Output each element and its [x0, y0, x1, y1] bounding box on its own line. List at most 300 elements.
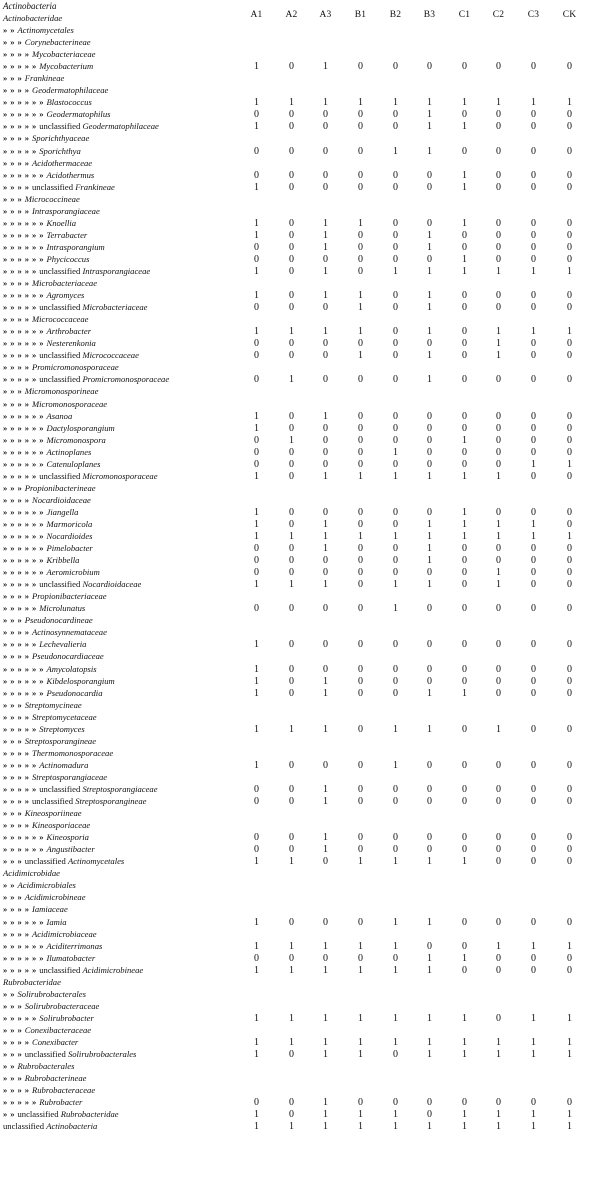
- presence-cell: 0: [496, 217, 501, 229]
- presence-cell: 1: [254, 1121, 259, 1133]
- presence-cell: 1: [462, 217, 467, 229]
- presence-cell: 1: [393, 446, 398, 458]
- indent-marker: » » » » » »: [3, 446, 47, 457]
- indent-marker: » » » »: [3, 651, 32, 662]
- presence-cell: 0: [462, 422, 467, 434]
- indent-marker: » » »: [3, 808, 25, 819]
- table-row: [0, 253, 607, 265]
- taxon-name: Acidimicrobidae: [3, 868, 60, 879]
- taxon-name: Rubrobacteraceae: [31, 1085, 96, 1096]
- unclassified-prefix: unclassified: [31, 181, 76, 192]
- table-row: [0, 747, 607, 759]
- presence-cell: 0: [323, 121, 328, 133]
- presence-cell: 0: [427, 338, 432, 350]
- presence-cell: 0: [393, 338, 398, 350]
- presence-cell: 1: [254, 121, 259, 133]
- taxon-name: Frankineae: [75, 181, 115, 192]
- presence-cell: 1: [358, 940, 363, 952]
- taxon-cell: [3, 72, 64, 84]
- taxon-cell: [3, 1084, 95, 1096]
- presence-cell: 0: [427, 61, 432, 73]
- presence-cell: 0: [567, 856, 572, 868]
- taxon-name: Ilumatobacter: [46, 952, 96, 963]
- presence-cell: 0: [323, 759, 328, 771]
- presence-cell: 0: [462, 964, 467, 976]
- presence-cell: 0: [567, 844, 572, 856]
- presence-cell: 0: [496, 796, 501, 808]
- presence-cell: 0: [358, 241, 363, 253]
- presence-cell: 0: [323, 567, 328, 579]
- indent-marker: » » » » » »: [3, 940, 47, 951]
- presence-cell: 1: [393, 1109, 398, 1121]
- taxon-cell: [3, 747, 113, 759]
- taxon-name: Promicromonosporaceae: [31, 362, 119, 373]
- presence-cell: 0: [289, 675, 294, 687]
- presence-cell: 0: [358, 759, 363, 771]
- taxon-name: Streptosporangiaceae: [31, 771, 108, 782]
- presence-cell: 1: [427, 531, 432, 543]
- table-row: [0, 530, 607, 542]
- presence-cell: 1: [462, 434, 467, 446]
- presence-cell: 0: [358, 675, 363, 687]
- table-row: [0, 1060, 607, 1072]
- presence-cell: 0: [567, 121, 572, 133]
- presence-cell: 0: [427, 410, 432, 422]
- presence-cell: 0: [462, 675, 467, 687]
- presence-cell: 1: [496, 338, 501, 350]
- presence-cell: 0: [567, 169, 572, 181]
- presence-cell: 0: [427, 506, 432, 518]
- presence-cell: 0: [462, 567, 467, 579]
- presence-cell: 0: [323, 446, 328, 458]
- table-row: [0, 289, 607, 301]
- taxon-name: Nocardioidaceae: [31, 494, 91, 505]
- indent-marker: » » » »: [3, 591, 32, 602]
- table-row: [0, 626, 607, 638]
- presence-cell: 1: [254, 531, 259, 543]
- presence-cell: 1: [254, 675, 259, 687]
- taxon-name: Microbacteriaceae: [31, 278, 98, 289]
- table-row: [0, 1072, 607, 1084]
- presence-cell: 0: [289, 458, 294, 470]
- table-row: [0, 518, 607, 530]
- presence-cell: 0: [567, 446, 572, 458]
- indent-marker: » » » »: [3, 49, 32, 60]
- taxon-cell: [3, 554, 79, 566]
- presence-cell: 1: [254, 506, 259, 518]
- presence-cell: 0: [531, 663, 536, 675]
- taxon-name: Aciditerrimonas: [46, 940, 103, 951]
- presence-cell: 1: [323, 675, 328, 687]
- presence-cell: 1: [323, 518, 328, 530]
- presence-cell: 0: [358, 434, 363, 446]
- table-row: [0, 638, 607, 650]
- taxon-name: Nesterenkonia: [46, 338, 96, 349]
- indent-marker: » » » » »: [3, 1012, 40, 1023]
- taxon-name: Dactylosporangium: [46, 422, 115, 433]
- indent-marker: » » » » » »: [3, 326, 47, 337]
- indent-marker: » » » » » »: [3, 555, 47, 566]
- presence-cell: 0: [462, 796, 467, 808]
- presence-cell: 0: [358, 109, 363, 121]
- presence-cell: 1: [323, 543, 328, 555]
- taxon-name: Kineosporiaceae: [31, 820, 91, 831]
- taxon-cell: [3, 855, 124, 867]
- presence-cell: 0: [393, 518, 398, 530]
- presence-cell: 0: [358, 374, 363, 386]
- taxon-name: Rubrobacteridae: [3, 976, 61, 987]
- presence-cell: 1: [393, 1036, 398, 1048]
- presence-cell: 0: [358, 663, 363, 675]
- presence-cell: 0: [427, 253, 432, 265]
- presence-cell: 0: [462, 844, 467, 856]
- presence-cell: 1: [254, 639, 259, 651]
- taxon-cell: [3, 446, 91, 458]
- taxon-cell: [3, 349, 139, 361]
- unclassified-prefix: unclassified: [39, 374, 83, 385]
- indent-marker: » » » »: [3, 362, 32, 373]
- presence-cell: 0: [393, 253, 398, 265]
- presence-cell: 1: [567, 1012, 572, 1024]
- presence-cell: 0: [531, 181, 536, 193]
- presence-cell: 0: [254, 1097, 259, 1109]
- presence-cell: 0: [289, 338, 294, 350]
- presence-cell: 1: [323, 97, 328, 109]
- unclassified-prefix: unclassified: [39, 350, 83, 361]
- presence-cell: 0: [254, 603, 259, 615]
- presence-cell: 0: [567, 832, 572, 844]
- indent-marker: » »: [3, 1109, 18, 1120]
- presence-cell: 0: [289, 518, 294, 530]
- presence-cell: 0: [254, 253, 259, 265]
- taxon-cell: [3, 120, 159, 132]
- presence-cell: 0: [323, 952, 328, 964]
- indent-marker: » » »: [3, 892, 25, 903]
- table-row: [0, 349, 607, 361]
- taxon-name: Microbacteriaceae: [82, 302, 148, 313]
- indent-marker: » »: [3, 25, 18, 36]
- presence-cell: 1: [427, 470, 432, 482]
- table-row: [0, 205, 607, 217]
- presence-cell: 1: [531, 1109, 536, 1121]
- presence-cell: 0: [496, 832, 501, 844]
- indent-marker: » » » »: [3, 85, 32, 96]
- presence-cell: 0: [531, 217, 536, 229]
- presence-cell: 1: [427, 229, 432, 241]
- presence-cell: 0: [531, 169, 536, 181]
- taxon-cell: [3, 928, 97, 940]
- root-taxon-label: Actinobacteria: [3, 1, 57, 11]
- presence-cell: 0: [323, 856, 328, 868]
- indent-marker: » » » »: [3, 904, 32, 915]
- presence-cell: 0: [496, 639, 501, 651]
- column-header: B2: [389, 10, 402, 20]
- presence-cell: 0: [462, 446, 467, 458]
- presence-cell: 0: [254, 241, 259, 253]
- taxon-cell: [3, 976, 61, 988]
- taxon-cell: [3, 602, 85, 614]
- indent-marker: » » » » »: [3, 784, 40, 794]
- presence-cell: 0: [358, 446, 363, 458]
- taxon-cell: [3, 964, 143, 976]
- presence-cell: 0: [567, 302, 572, 314]
- presence-cell: 0: [531, 723, 536, 735]
- presence-cell: 0: [393, 663, 398, 675]
- presence-cell: 0: [496, 374, 501, 386]
- table-row: [0, 807, 607, 819]
- presence-cell: 0: [358, 1097, 363, 1109]
- taxon-cell: [3, 735, 96, 747]
- presence-cell: 0: [358, 567, 363, 579]
- taxon-cell: [3, 687, 103, 699]
- presence-cell: 0: [358, 603, 363, 615]
- taxon-cell: [3, 434, 106, 446]
- taxon-cell: [3, 48, 95, 60]
- taxon-cell: [3, 373, 169, 385]
- taxon-name: Geodermatophilaceae: [82, 121, 159, 132]
- presence-cell: 0: [254, 446, 259, 458]
- taxon-cell: [3, 205, 100, 217]
- presence-cell: 1: [254, 663, 259, 675]
- unclassified-prefix: unclassified: [39, 265, 83, 276]
- table-row: [0, 614, 607, 626]
- presence-cell: 0: [462, 784, 467, 795]
- presence-cell: 0: [289, 350, 294, 362]
- taxon-name: Micromonospora: [46, 434, 106, 445]
- taxon-name: Streptosporangiaceae: [82, 784, 158, 794]
- presence-cell: 0: [567, 784, 572, 795]
- taxon-name: Thermomonosporaceae: [31, 747, 114, 758]
- presence-cell: 1: [531, 97, 536, 109]
- presence-cell: 0: [358, 121, 363, 133]
- presence-cell: 0: [496, 121, 501, 133]
- taxon-name: Rubrobacteridae: [60, 1109, 119, 1120]
- taxon-name: Kribbella: [46, 555, 80, 566]
- table-row: [0, 84, 607, 96]
- presence-cell: 1: [462, 97, 467, 109]
- taxon-cell: [3, 361, 119, 373]
- indent-marker: » » » »: [3, 1036, 32, 1047]
- presence-cell: 0: [462, 555, 467, 567]
- taxon-cell: [3, 181, 115, 193]
- presence-cell: 0: [289, 784, 294, 795]
- taxon-name: Marmoricola: [46, 518, 93, 529]
- taxon-name: Solirubrobacter: [39, 1012, 94, 1023]
- indent-marker: » » » » » »: [3, 916, 47, 927]
- taxon-name: Aeromicrobium: [46, 567, 100, 578]
- presence-cell: 0: [496, 253, 501, 265]
- presence-cell: 0: [427, 1097, 432, 1109]
- presence-cell: 0: [393, 326, 398, 338]
- table-row: [0, 735, 607, 747]
- presence-cell: 1: [393, 531, 398, 543]
- presence-cell: 0: [462, 109, 467, 121]
- presence-cell: 0: [358, 518, 363, 530]
- presence-cell: 1: [323, 579, 328, 591]
- taxon-cell: [3, 614, 93, 626]
- presence-cell: 0: [393, 290, 398, 302]
- presence-cell: 0: [358, 229, 363, 241]
- taxon-name: Streptomycineae: [24, 699, 82, 710]
- presence-cell: 0: [496, 434, 501, 446]
- table-row: [0, 795, 607, 807]
- presence-cell: 0: [323, 350, 328, 362]
- taxon-name: Sporichthyaceae: [31, 133, 90, 144]
- taxon-cell: [3, 940, 102, 952]
- presence-cell: 1: [358, 1012, 363, 1024]
- table-row: [0, 361, 607, 373]
- presence-cell: 0: [393, 302, 398, 314]
- presence-cell: 0: [496, 241, 501, 253]
- table-row: [0, 157, 607, 169]
- table-row: [0, 952, 607, 964]
- presence-cell: 0: [462, 832, 467, 844]
- taxon-cell: [3, 506, 78, 518]
- table-row: [0, 783, 607, 795]
- taxon-cell: [3, 96, 92, 108]
- presence-cell: 0: [427, 832, 432, 844]
- indent-marker: » » » » » »: [3, 338, 47, 349]
- presence-cell: 0: [358, 639, 363, 651]
- table-row: [0, 1096, 607, 1108]
- presence-cell: 0: [358, 555, 363, 567]
- column-header: CK: [562, 10, 577, 20]
- presence-cell: 0: [393, 832, 398, 844]
- presence-cell: 0: [254, 350, 259, 362]
- indent-marker: » » » »: [3, 494, 32, 505]
- presence-cell: 1: [393, 97, 398, 109]
- presence-cell: 1: [254, 518, 259, 530]
- column-header: B1: [354, 10, 367, 20]
- table-row: [0, 169, 607, 181]
- taxon-name: Jiangella: [46, 506, 79, 517]
- taxon-cell: [3, 1024, 91, 1036]
- presence-cell: 1: [393, 916, 398, 928]
- presence-cell: 1: [462, 470, 467, 482]
- indent-marker: » » » » »: [3, 579, 40, 590]
- presence-cell: 1: [462, 169, 467, 181]
- presence-cell: 0: [254, 555, 259, 567]
- presence-cell: 1: [496, 940, 501, 952]
- presence-cell: 0: [496, 422, 501, 434]
- presence-cell: 1: [393, 759, 398, 771]
- column-header: C2: [492, 10, 505, 20]
- table-row: [0, 976, 607, 988]
- table-row: [0, 687, 607, 699]
- presence-cell: 0: [531, 784, 536, 795]
- presence-cell: 0: [496, 181, 501, 193]
- indent-marker: » » » » »: [3, 1097, 40, 1108]
- presence-cell: 0: [462, 916, 467, 928]
- presence-cell: 1: [393, 940, 398, 952]
- table-row: [0, 891, 607, 903]
- presence-cell: 1: [531, 518, 536, 530]
- table-row: [0, 385, 607, 397]
- presence-cell: 0: [393, 567, 398, 579]
- taxon-cell: [3, 60, 93, 72]
- taxon-cell: [3, 1048, 136, 1060]
- presence-cell: 0: [393, 410, 398, 422]
- presence-cell: 0: [496, 229, 501, 241]
- presence-cell: 0: [531, 121, 536, 133]
- presence-cell: 0: [289, 543, 294, 555]
- indent-marker: » » » »: [3, 398, 32, 409]
- presence-cell: 1: [427, 1049, 432, 1061]
- presence-cell: 0: [567, 723, 572, 735]
- indent-marker: » »: [3, 1061, 18, 1072]
- presence-cell: 0: [496, 555, 501, 567]
- taxon-name: Micrococcaceae: [82, 350, 139, 361]
- presence-cell: 0: [323, 555, 328, 567]
- presence-cell: 0: [358, 253, 363, 265]
- presence-cell: 0: [427, 458, 432, 470]
- indent-marker: » » » » »: [3, 302, 40, 313]
- presence-cell: 0: [531, 856, 536, 868]
- presence-cell: 0: [289, 145, 294, 157]
- presence-cell: 1: [323, 1036, 328, 1048]
- presence-cell: 1: [496, 326, 501, 338]
- presence-cell: 0: [358, 338, 363, 350]
- presence-cell: 0: [393, 181, 398, 193]
- taxon-name: Micromonosporaceae: [82, 470, 158, 481]
- presence-cell: 0: [531, 506, 536, 518]
- presence-cell: 0: [567, 145, 572, 157]
- taxon-cell: [3, 1108, 119, 1120]
- presence-cell: 1: [323, 1012, 328, 1024]
- presence-cell: 0: [393, 458, 398, 470]
- taxon-cell: [3, 578, 141, 590]
- presence-cell: 1: [358, 470, 363, 482]
- taxon-name: Geodermatophilus: [46, 109, 111, 120]
- presence-cell: 1: [393, 145, 398, 157]
- presence-cell: 0: [289, 290, 294, 302]
- table-row: [0, 470, 607, 482]
- presence-cell: 0: [531, 241, 536, 253]
- table-row: [0, 879, 607, 891]
- presence-cell: 1: [427, 1012, 432, 1024]
- presence-cell: 1: [358, 856, 363, 868]
- taxon-name: Intrasporangiaceae: [31, 205, 100, 216]
- presence-cell: 1: [427, 97, 432, 109]
- presence-cell: 1: [427, 1036, 432, 1048]
- presence-cell: 1: [496, 97, 501, 109]
- presence-cell: 0: [427, 169, 432, 181]
- presence-cell: 0: [531, 61, 536, 73]
- presence-cell: 1: [393, 964, 398, 976]
- presence-cell: 0: [393, 350, 398, 362]
- presence-cell: 0: [358, 784, 363, 795]
- taxon-name: Propionibacterineae: [24, 482, 96, 493]
- presence-cell: 1: [323, 1121, 328, 1133]
- presence-cell: 0: [462, 579, 467, 591]
- taxon-cell: [3, 24, 74, 36]
- presence-cell: 1: [254, 1036, 259, 1048]
- presence-cell: 0: [496, 759, 501, 771]
- taxon-cell: [3, 699, 82, 711]
- presence-cell: 0: [427, 796, 432, 808]
- presence-cell: 0: [531, 687, 536, 699]
- presence-cell: 0: [462, 302, 467, 314]
- taxon-cell: [3, 903, 68, 915]
- presence-cell: 0: [567, 217, 572, 229]
- indent-marker: » » » »: [3, 928, 32, 939]
- presence-cell: 1: [358, 1121, 363, 1133]
- taxon-name: Mycobacteriaceae: [31, 49, 96, 60]
- presence-cell: 0: [531, 290, 536, 302]
- presence-cell: 0: [427, 217, 432, 229]
- taxon-cell: [3, 289, 84, 301]
- presence-cell: 0: [567, 555, 572, 567]
